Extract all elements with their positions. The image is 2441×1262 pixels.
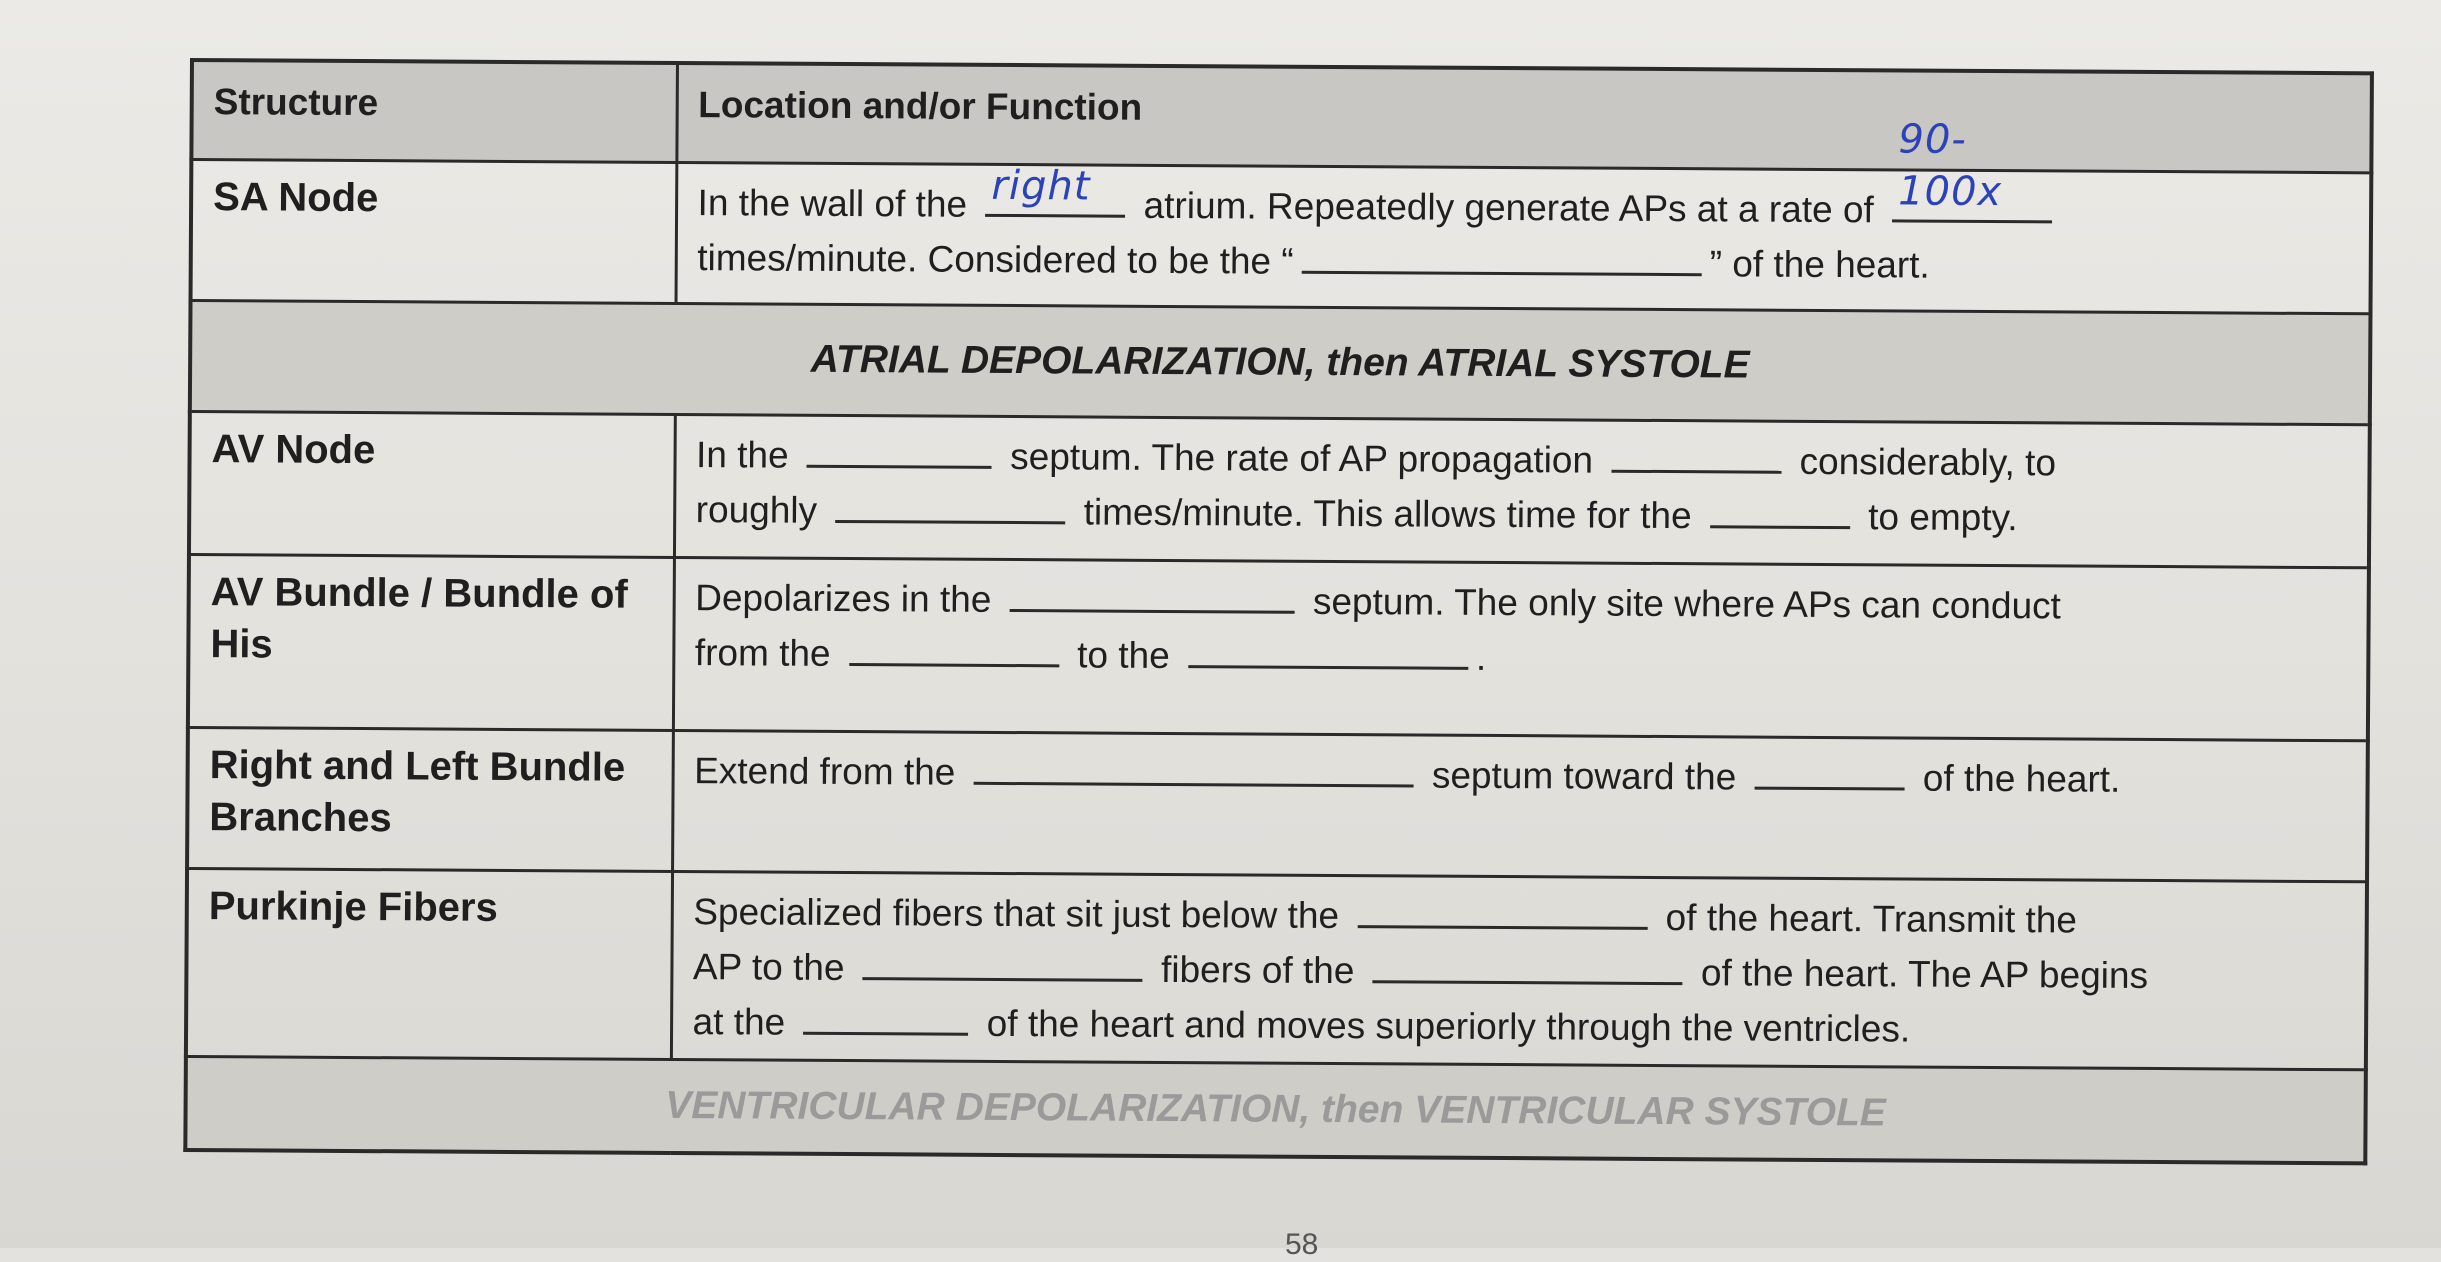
description-purkinje-fibers (671, 871, 2367, 1069)
table-row (187, 727, 2368, 881)
blank-apex[interactable] (1754, 749, 1904, 791)
table-row (188, 555, 2369, 741)
header-structure: Structure (191, 60, 677, 162)
text-fragment: roughly (695, 489, 818, 531)
blank-below[interactable] (1357, 887, 1647, 930)
text-fragment: . (1475, 636, 1487, 678)
text-fragment: fibers of the (1160, 948, 1355, 992)
section-band-atrial (190, 301, 2371, 425)
text-fragment: times/minute. This allows time for the (1083, 491, 1692, 537)
text-fragment: of the heart. (1922, 757, 2121, 800)
text-fragment: considerably, to (1799, 440, 2057, 484)
blank-branch-septum[interactable] (974, 744, 1414, 788)
blank-septum-type[interactable] (807, 427, 992, 469)
structure-bundle-branches: Right and Left Bundle Branches (187, 727, 673, 871)
text-fragment: to empty. (1868, 496, 2018, 539)
blank-av-rate[interactable] (835, 482, 1065, 524)
text-fragment: In the (695, 434, 789, 476)
text-fragment: from the (694, 632, 831, 674)
structure-sa-node: SA Node (191, 160, 677, 304)
text-fragment: Specialized fibers that sit just below the (693, 891, 1340, 937)
band-atrial-text: ATRIAL DEPOLARIZATION, then ATRIAL SYSTOLE (190, 301, 2371, 425)
text-fragment: ” of the heart. (1709, 243, 1930, 286)
conduction-system-table (183, 58, 2374, 1165)
text-fragment: of the heart. Transmit the (1665, 897, 2078, 941)
text-fragment: septum. The rate of AP propagation (1010, 436, 1594, 481)
handwritten-answer: 90-100x (1898, 116, 2003, 216)
blank-atrium-side[interactable] (985, 162, 1125, 218)
band-ventricular-text: VENTRICULAR DEPOLARIZATION, then VENTRICULAR SYSTOLE (185, 1056, 2366, 1163)
text-fragment: Depolarizes in the (695, 577, 992, 620)
blank-rate[interactable] (1892, 116, 2052, 223)
text-fragment: In the wall of the (697, 182, 968, 225)
section-band-ventricular (185, 1056, 2366, 1163)
blank-chambers[interactable] (1373, 942, 1683, 985)
text-fragment: septum. The only site where APs can conduct (1312, 580, 2062, 627)
text-fragment: of the heart and moves superiorly through the ventricles. (986, 1002, 1911, 1050)
table-row (186, 868, 2367, 1069)
description-sa-node (676, 116, 2372, 313)
text-fragment: of the heart. The AP begins (1700, 952, 2149, 996)
structure-av-bundle: AV Bundle / Bundle of His (188, 555, 674, 731)
blank-bundle-septum[interactable] (1010, 571, 1295, 614)
blank-rate-change[interactable] (1611, 432, 1781, 474)
description-av-node (674, 414, 2370, 567)
structure-av-node: AV Node (189, 412, 675, 558)
description-av-bundle (673, 557, 2369, 740)
blank-chamber[interactable] (1710, 487, 1850, 529)
text-fragment: Extend from the (694, 750, 956, 793)
page-number: 58 (1285, 1228, 1319, 1261)
text-fragment: times/minute. Considered to be the “ (697, 237, 1294, 282)
text-fragment: atrium. Repeatedly generate APs at a rate of (1143, 184, 1874, 231)
text-fragment: septum toward the (1431, 754, 1737, 798)
blank-begin-location[interactable] (803, 994, 968, 1036)
structure-purkinje-fibers: Purkinje Fibers (186, 868, 672, 1059)
blank-from[interactable] (849, 625, 1059, 667)
text-fragment: at the (692, 1001, 786, 1043)
table-row (189, 412, 2370, 568)
worksheet (183, 58, 2370, 1221)
blank-contractile[interactable] (863, 939, 1143, 982)
table-row (191, 160, 2372, 314)
blank-to[interactable] (1188, 627, 1468, 670)
text-fragment: AP to the (692, 946, 845, 989)
handwritten-answer: right (991, 162, 1091, 210)
description-bundle-branches (672, 730, 2368, 881)
text-fragment: to the (1077, 634, 1170, 676)
blank-pacemaker[interactable] (1302, 233, 1702, 276)
header-location-function: Location and/or Function (676, 63, 2372, 173)
